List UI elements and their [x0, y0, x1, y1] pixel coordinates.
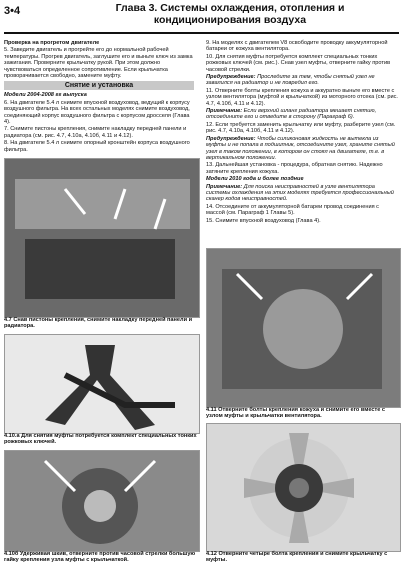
sub-heading: Проверка на прогретом двигателе — [4, 40, 100, 46]
paragraph-6: 6. На двигателе 5.4 л снимите впускной воздуховод, ведущий к корпусу воздушного фильтра. На всех остальных моделях снимите воздуховод, соединяющий корпус воздушного фильтра с корпусом дросселя (Глава 4). — [4, 99, 190, 126]
photo-4-10a — [4, 334, 200, 434]
pulley-photo-illustration — [5, 451, 199, 551]
note-2-label: Примечание: — [206, 108, 243, 115]
engine-photo-illustration — [5, 159, 199, 317]
note-3-text: Чтобы силиконовая жидкость не вытекла из муфты и не попала в подшипник, отсоедините узел, храните снятый узел в таком положении, в котором он стоял на двигателе, т.е. в вертикальном положении. — [206, 135, 395, 161]
wrench-illustration — [5, 335, 199, 433]
paragraph-11: 11. Отверните болты крепления кожуха и аккуратно выньте его вместе с узлом вентилятора (муфтой и крыльчаткой) из моторного отсека (см. рис. 4.7, 4.10б, 4.11 и 4.12). — [206, 87, 398, 107]
paragraph-8: 8. На двигателе 5.4 л снимите опорный кронштейн корпуса воздушного фильтра. — [4, 140, 190, 153]
note-2-text: Если верхний шланг радиатора мешает снятию, отсоедините его и отведите в сторону (Параграф 6). — [206, 108, 377, 121]
caption-4-7: 4.7 Снав пистоны крепления, снимите накладку передней панели и радиатора. — [4, 317, 193, 330]
photo-4-7 — [4, 158, 200, 318]
note-2 — [206, 108, 399, 121]
section-title: Снятие и установка — [4, 81, 194, 90]
note-1 — [206, 74, 399, 87]
paragraph-13: 13. Дальнейшая установка - процедура, обратная снятию. Надежно затяните крепления кожуха. — [206, 162, 383, 175]
page-header — [0, 0, 403, 40]
paragraph-15: 15. Снимите впускной воздуховод (Глава 4). — [206, 217, 321, 224]
caption-4-12: 4.12 Отверните четыре болта крепления и снимите крыльчатку с муфты. — [206, 551, 388, 564]
note-4-label: Примечание: — [206, 183, 243, 190]
note-3 — [206, 136, 399, 162]
models-heading: Модели 2004-2008 гг выпуска — [4, 92, 87, 99]
caption-4-11: 4.11 Отверните болты крепления кожуха и снимите его вместе с узлом муфты и крыльчатки вентилятора. — [206, 407, 386, 420]
paragraph-5: 5. Заведите двигатель и прогрейте его до нормальной рабочей температуры. Прогрев двигатель, заглушите его и выньте ключ из замка зажигания. Проверните крыльчатку рукой. При этом должно чувствоваться определенное сопротивление. Если крыльчатка проворачивается свободно, замените муфту. — [4, 47, 193, 80]
note-4-text: Для поиска неисправностей в узле вентилятора системы охлаждения на этих моделях требуется профессиональный сканер кодов неисправностей. — [206, 183, 394, 203]
note-1-label: Предупреждение: — [206, 74, 256, 81]
fan-clutch-photo-illustration — [207, 424, 400, 551]
right-column — [206, 40, 399, 225]
note-1-text: Проследите за тем, чтобы снятый узел не завалился на радиатор и не повредил его. — [206, 74, 375, 87]
paragraph-10: 10. Для снятия муфты потребуется комплект специальных тонких рожковых ключей (см. рис.). Снав узел муфты, отверните гайку против часовой стрелки. — [206, 53, 391, 73]
chapter-title: Глава 3. Системы охлаждения, отопления и кондиционирования воздуха — [115, 2, 345, 26]
note-3-label: Предупреждение: — [206, 135, 256, 142]
caption-4-10b: 4.10б Удерживая шкив, отверните против часовой стрелки большую гайку крепления узла муфты с крыльчаткой. — [4, 551, 196, 564]
note-4 — [206, 184, 399, 203]
paragraph-14: 14. Отсоедините от аккумуляторной батареи провод соединения с массой (см. Параграф 1 Главы 5). — [206, 203, 379, 217]
paragraph-7: 7. Снимите пистоны крепления, снимите накладку передней панели и радиатора (см. рис. 4.7, 4.10а, 4.10б, 4.11 и 4.12). — [4, 126, 187, 139]
photo-4-11 — [206, 248, 401, 408]
page-number: 3•4 — [4, 5, 21, 17]
models-2010-heading: Модели 2010 года и более поздние — [206, 176, 304, 183]
header-rule — [4, 32, 399, 34]
photo-4-10b — [4, 450, 200, 552]
caption-4-10a: 4.10.а Для снятия муфты потребуется комплект специальных тонких рожковых ключей. — [4, 433, 197, 446]
photo-4-12 — [206, 423, 401, 552]
fan-shroud-photo-illustration — [207, 249, 400, 407]
paragraph-9: 9. На моделях с двигателем V8 освободите проводку аккумуляторной батареи от кожуха вентилятора. — [206, 40, 388, 53]
left-column — [4, 40, 194, 154]
paragraph-12: 12. Если требуется заменить крыльчатку или муфту, разберите узел (см. рис. 4.7, 4.10а, 4.10б, 4.11 и 4.12). — [206, 121, 396, 135]
